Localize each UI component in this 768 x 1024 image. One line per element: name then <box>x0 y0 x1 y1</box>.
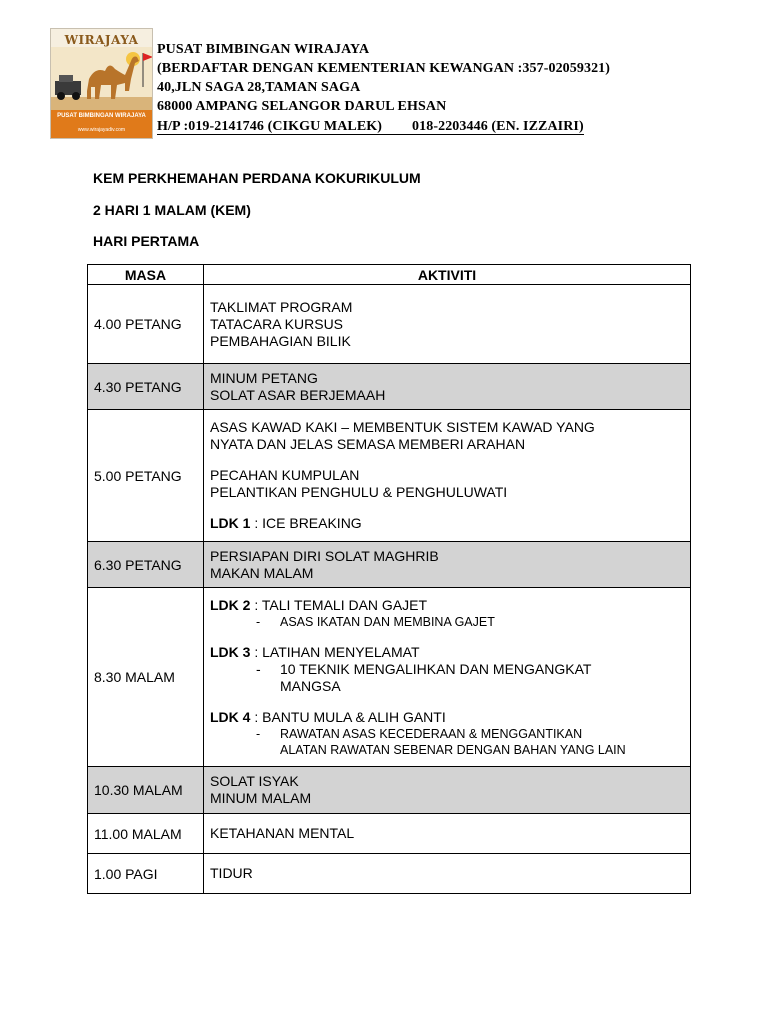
activity-line: MINUM PETANG <box>210 369 318 386</box>
ldk-sub-item: - 10 TEKNIK MENGALIHKAN DAN MENGANGKAT MANGSA <box>256 660 592 694</box>
phone-izzairi: 018-2203446 (EN. IZZAIRI) <box>412 119 584 134</box>
row-time: 4.30 PETANG <box>88 364 204 410</box>
row-activity <box>204 588 691 767</box>
row-activity <box>204 767 691 814</box>
ldk-code: LDK 3 <box>210 643 251 660</box>
schedule-table <box>87 264 691 894</box>
row-time: 11.00 MALAM <box>88 814 204 854</box>
activity-line: PELANTIKAN PENGHULU & PENGHULUWATI <box>210 484 508 500</box>
row-activity <box>204 854 691 894</box>
table-row <box>88 410 691 542</box>
activity-line: MAKAN MALAM <box>210 564 314 581</box>
row-activity <box>204 542 691 588</box>
org-address-line1: 40,JLN SAGA 28,TAMAN SAGA <box>157 80 361 95</box>
logo-band-text: PUSAT BIMBINGAN WIRAJAYA <box>57 113 146 119</box>
ldk-line <box>210 644 684 661</box>
day-heading: HARI PERTAMA <box>93 233 200 249</box>
ldk-line <box>210 515 684 532</box>
table-header-row <box>88 265 691 285</box>
activity-line: TAKLIMAT PROGRAM <box>210 298 353 315</box>
org-name: PUSAT BIMBINGAN WIRAJAYA <box>157 42 370 57</box>
col-header-time: MASA <box>88 265 204 285</box>
row-time: 1.00 PAGI <box>88 854 204 894</box>
table-row <box>88 767 691 814</box>
table-row <box>88 285 691 364</box>
org-registration: (BERDAFTAR DENGAN KEMENTERIAN KEWANGAN :357-02059321) <box>157 61 611 76</box>
activity-line: NYATA DAN JELAS SEMASA MEMBERI ARAHAN <box>210 436 526 452</box>
row-time: 6.30 PETANG <box>88 542 204 588</box>
ldk-sub-text: RAWATAN ASAS KECEDERAAN & MENGGANTIKAN ALATAN RAWATAN SEBENAR DENGAN BAHAN YANG LAIN <box>280 726 626 757</box>
org-address-line2: 68000 AMPANG SELANGOR DARUL EHSAN <box>157 99 447 114</box>
row-time: 8.30 MALAM <box>88 588 204 767</box>
document-title: KEM PERKHEMAHAN PERDANA KOKURIKULUM <box>93 170 421 186</box>
col-header-activity: AKTIVITI <box>204 265 691 285</box>
logo-title: WIRAJAYA <box>64 33 139 47</box>
ldk-code: LDK 2 <box>210 596 251 613</box>
ldk-text: : ICE BREAKING <box>250 515 362 531</box>
activity-line: TIDUR <box>210 865 253 881</box>
ldk-sub-item: - RAWATAN ASAS KECEDERAAN & MENGGANTIKAN ALATAN RAWATAN SEBENAR DENGAN BAHAN YANG LAIN <box>256 726 626 757</box>
logo-website: www.wirajayadiv.com <box>77 127 126 133</box>
logo-band <box>51 110 152 138</box>
activity-line: SOLAT ASAR BERJEMAAH <box>210 386 386 403</box>
table-row <box>88 814 691 854</box>
row-activity <box>204 285 691 364</box>
row-activity <box>204 814 691 854</box>
table-row <box>88 364 691 410</box>
table-row <box>88 854 691 894</box>
row-time: 10.30 MALAM <box>88 767 204 814</box>
ldk-sub-item: - ASAS IKATAN DAN MEMBINA GAJET <box>256 614 495 629</box>
activity-line: PECAHAN KUMPULAN <box>210 467 360 483</box>
activity-line: PERSIAPAN DIRI SOLAT MAGHRIB <box>210 547 439 564</box>
camel-jeep-logo-icon <box>51 47 153 113</box>
activity-line: PEMBAHAGIAN BILIK <box>210 332 351 349</box>
activity-line: KETAHANAN MENTAL <box>210 825 355 841</box>
table-row <box>88 542 691 588</box>
row-time: 5.00 PETANG <box>88 410 204 542</box>
ldk-text: : TALI TEMALI DAN GAJET <box>250 596 428 613</box>
activity-line: ASAS KAWAD KAKI – MEMBENTUK SISTEM KAWAD YANG <box>210 419 595 435</box>
ldk-sub-text: ASAS IKATAN DAN MEMBINA GAJET <box>280 614 495 629</box>
ldk-text: : BANTU MULA & ALIH GANTI <box>250 708 446 725</box>
activity-line: SOLAT ISYAK <box>210 773 299 789</box>
org-phone-line <box>157 119 584 135</box>
ldk-text: : LATIHAN MENYELAMAT <box>250 643 420 660</box>
table-row <box>88 588 691 767</box>
ldk-line <box>210 709 684 726</box>
activity-line: MINUM MALAM <box>210 790 312 806</box>
wirajaya-logo <box>50 28 153 139</box>
duration-heading: 2 HARI 1 MALAM (KEM) <box>93 202 251 218</box>
ldk-line <box>210 597 684 614</box>
activity-line: TATACARA KURSUS <box>210 315 344 332</box>
row-time: 4.00 PETANG <box>88 285 204 364</box>
row-activity <box>204 364 691 410</box>
ldk-code: LDK 4 <box>210 708 251 725</box>
ldk-sub-text: 10 TEKNIK MENGALIHKAN DAN MENGANGKAT MANGSA <box>280 660 592 694</box>
phone-malek: H/P :019-2141746 (CIKGU MALEK) <box>157 119 383 134</box>
row-activity <box>204 410 691 542</box>
ldk-code: LDK 1 <box>210 515 251 531</box>
